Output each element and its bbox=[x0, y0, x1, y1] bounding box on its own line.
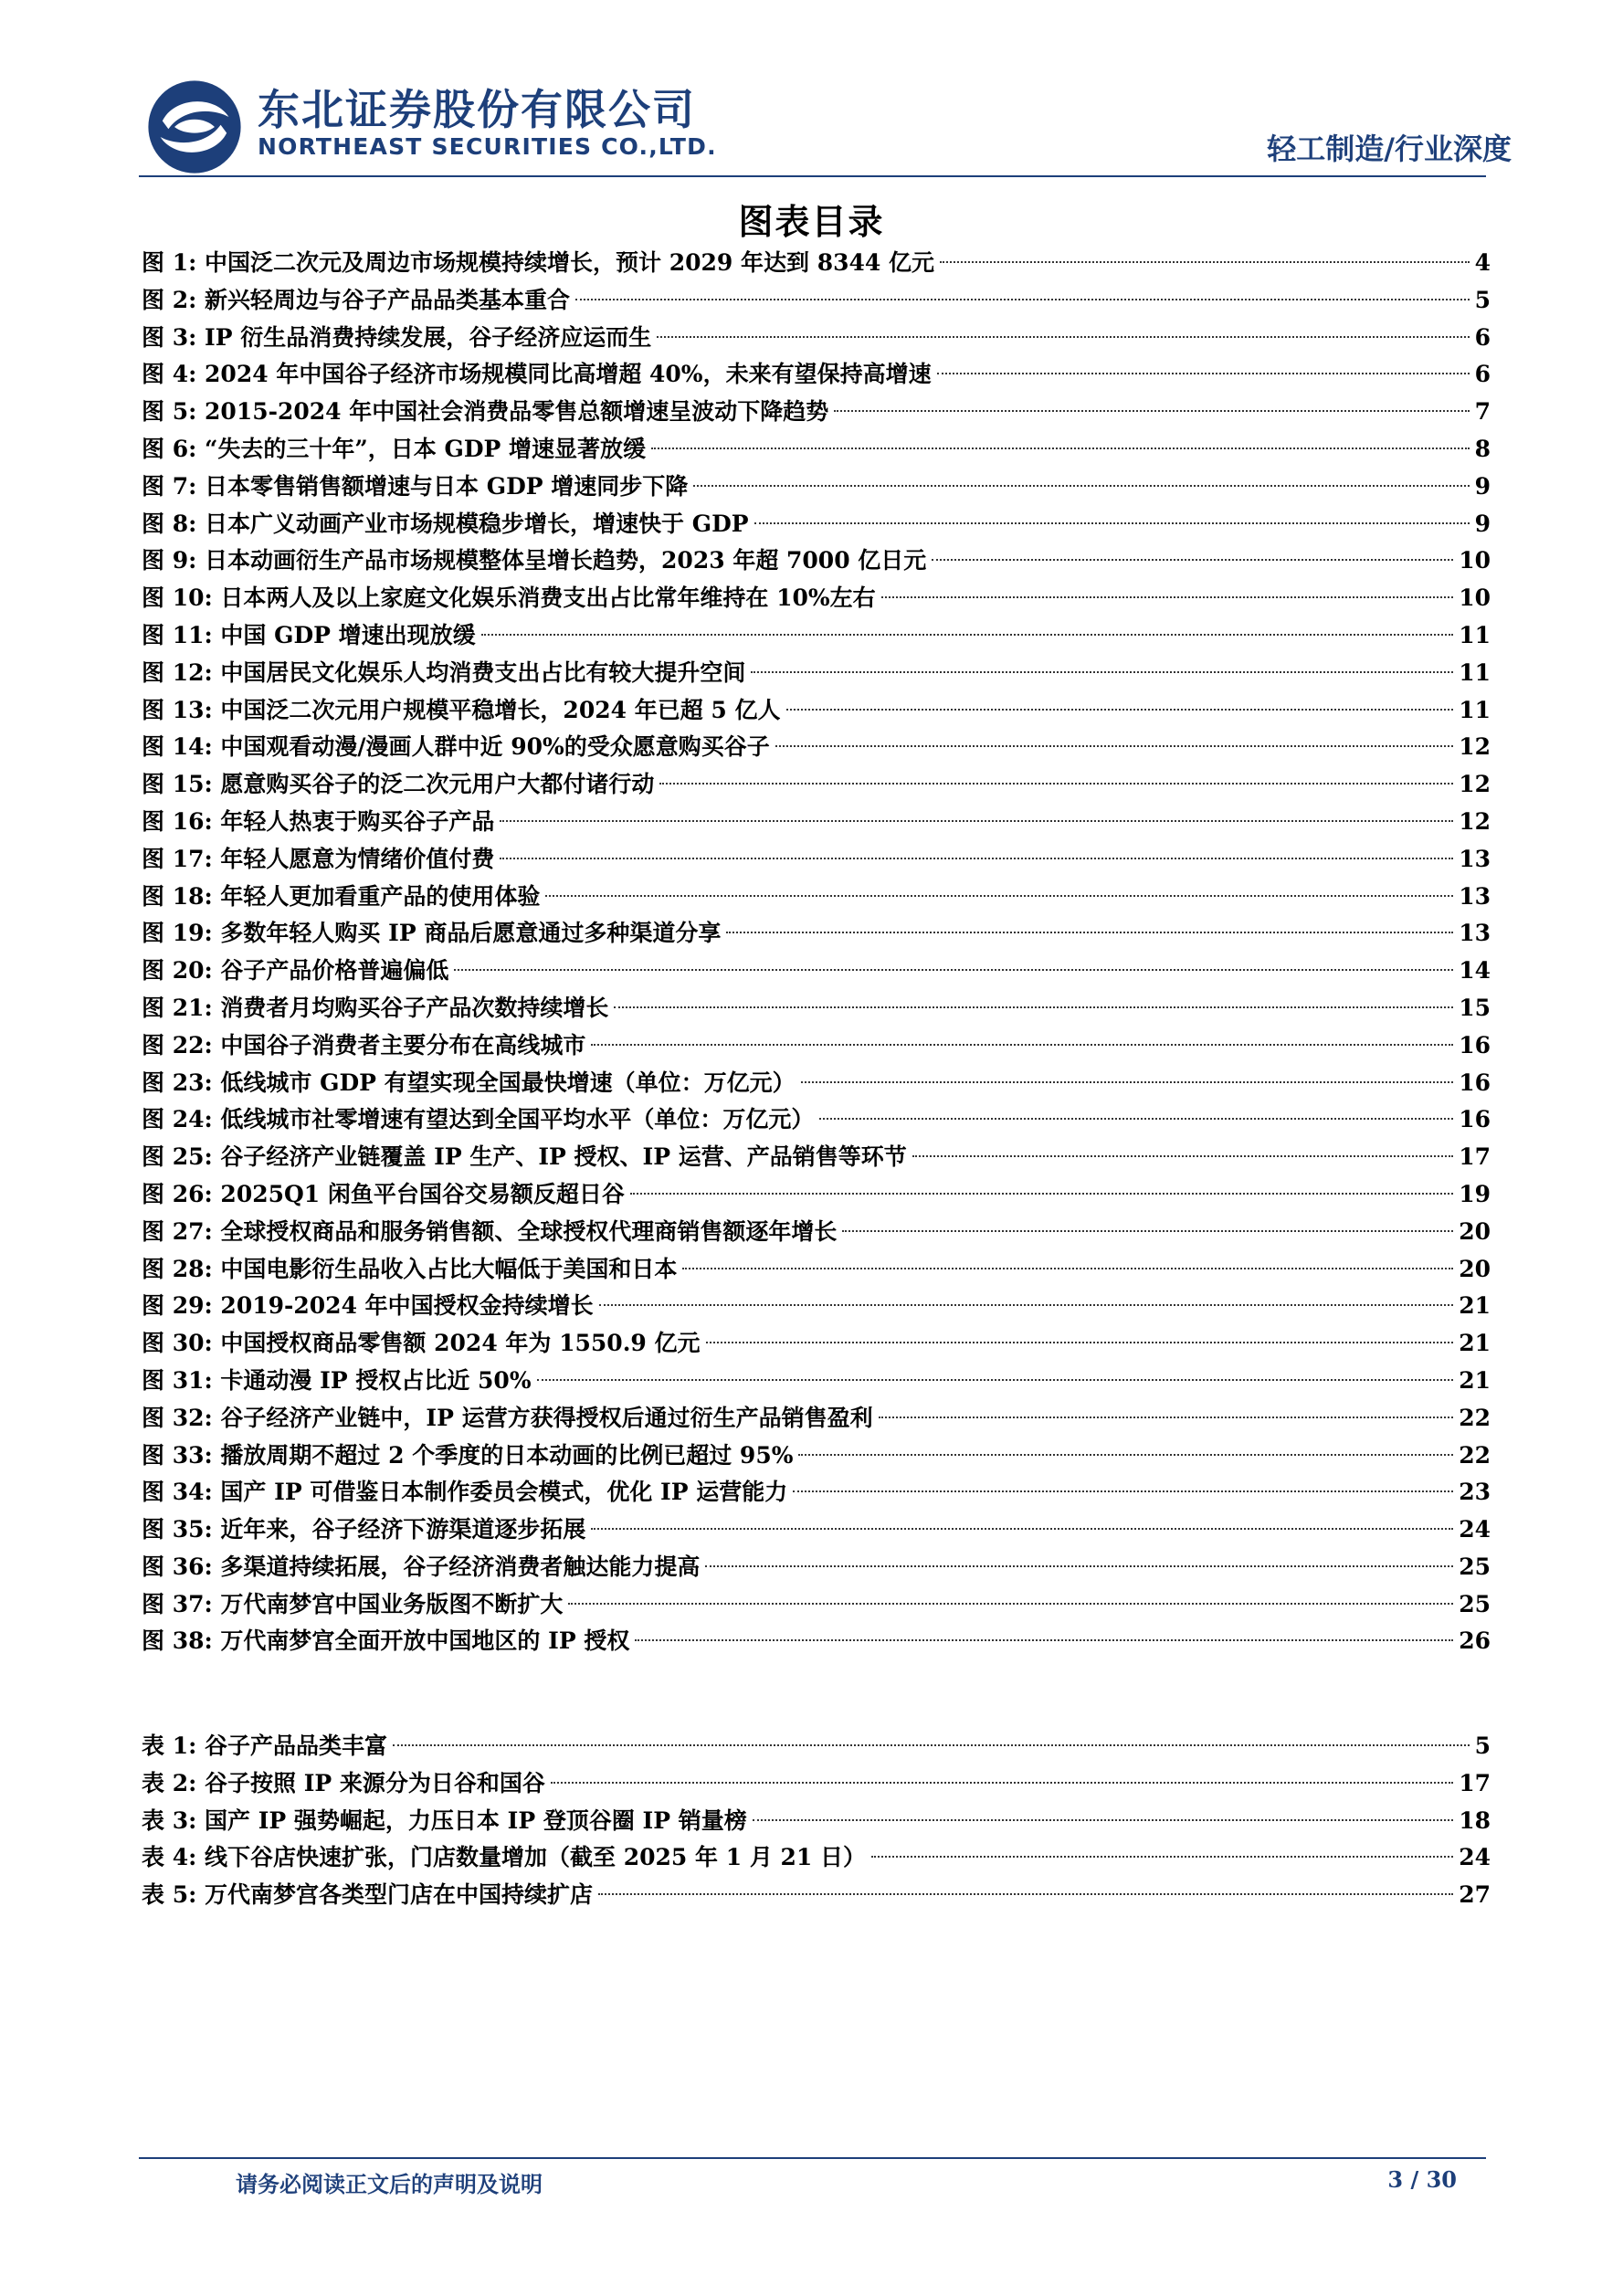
table-list bbox=[142, 1728, 1491, 1914]
toc-table-entry-label: 表 5: 万代南梦宫各类型门店在中国持续扩店 bbox=[142, 1881, 594, 1909]
toc-figure-entry-label: 图 12: 中国居民文化娱乐人均消费支出占比有较大提升空间 bbox=[142, 658, 746, 686]
toc-figure-entry-label: 图 5: 2015-2024 年中国社会消费品零售总额增速呈波动下降趋势 bbox=[142, 398, 829, 426]
toc-figure-entry-page: 13 bbox=[1459, 920, 1491, 947]
dot-leader bbox=[598, 1893, 1453, 1895]
toc-table-entry-label: 表 1: 谷子产品品类丰富 bbox=[142, 1733, 388, 1759]
figure-list bbox=[142, 245, 1491, 1660]
toc-figure-entry-label: 图 30: 中国授权商品零售额 2024 年为 1550.9 亿元 bbox=[142, 1330, 701, 1357]
toc-figure-entry-page: 17 bbox=[1459, 1143, 1491, 1171]
toc-figure-entry[interactable] bbox=[142, 1474, 1491, 1511]
dot-leader bbox=[393, 1744, 1470, 1746]
toc-figure-entry[interactable] bbox=[142, 320, 1491, 357]
toc-figure-entry-label: 图 29: 2019-2024 年中国授权金持续增长 bbox=[142, 1292, 594, 1320]
toc-figure-entry[interactable] bbox=[142, 1623, 1491, 1660]
toc-figure-entry[interactable] bbox=[142, 1139, 1491, 1176]
toc-figure-entry[interactable] bbox=[142, 245, 1491, 282]
toc-figure-entry-page: 12 bbox=[1459, 771, 1491, 798]
toc-figure-entry-page: 11 bbox=[1459, 696, 1491, 723]
toc-figure-entry-page: 6 bbox=[1474, 323, 1491, 351]
toc-figure-entry-label: 图 7: 日本零售销售额增速与日本 GDP 增速同步下降 bbox=[142, 472, 689, 500]
dot-leader bbox=[753, 1819, 1453, 1821]
toc-figure-entry-page: 11 bbox=[1459, 658, 1491, 686]
page-header bbox=[0, 0, 1623, 174]
toc-figure-entry[interactable] bbox=[142, 804, 1491, 841]
northeast-securities-logo-icon bbox=[144, 77, 245, 177]
toc-figure-entry[interactable] bbox=[142, 1511, 1491, 1549]
dot-leader bbox=[545, 895, 1453, 897]
toc-figure-entry-page: 22 bbox=[1459, 1404, 1491, 1431]
toc-figure-entry-page: 10 bbox=[1459, 547, 1491, 574]
toc-figure-entry-label: 图 19: 多数年轻人购买 IP 商品后愿意通过多种渠道分享 bbox=[142, 920, 722, 947]
toc-figure-entry-page: 13 bbox=[1459, 882, 1491, 910]
toc-figure-entry[interactable] bbox=[142, 953, 1491, 990]
footer-page-number: 3 / 30 bbox=[1387, 2166, 1457, 2193]
toc-figure-entry-label: 图 25: 谷子经济产业链覆盖 IP 生产、IP 授权、IP 运营、产品销售等环节 bbox=[142, 1143, 907, 1171]
toc-figure-entry-label: 图 26: 2025Q1 闲鱼平台国谷交易额反超日谷 bbox=[142, 1180, 625, 1207]
toc-figure-entry-label: 图 15: 愿意购买谷子的泛二次元用户大都付诸行动 bbox=[142, 771, 655, 798]
toc-figure-entry-label: 图 33: 播放周期不超过 2 个季度的日本动画的比例已超过 95% bbox=[142, 1441, 794, 1469]
toc-figure-entry[interactable] bbox=[142, 1176, 1491, 1214]
toc-figure-entry-page: 6 bbox=[1474, 361, 1491, 388]
toc-figure-entry-label: 图 36: 多渠道持续拓展，谷子经济消费者触达能力提高 bbox=[142, 1553, 701, 1580]
toc-figure-entry-page: 21 bbox=[1459, 1292, 1491, 1320]
dot-leader bbox=[651, 448, 1470, 449]
toc-figure-entry[interactable] bbox=[142, 1065, 1491, 1102]
dot-leader bbox=[659, 783, 1453, 785]
footer-divider bbox=[139, 2157, 1486, 2159]
toc-figure-entry-label: 图 14: 中国观看动漫/漫画人群中近 90%的受众愿意购买谷子 bbox=[142, 733, 770, 761]
toc-figure-entry[interactable] bbox=[142, 506, 1491, 543]
toc-figure-entry-label: 图 20: 谷子产品价格普遍偏低 bbox=[142, 957, 449, 985]
toc-figure-entry-label: 图 24: 低线城市社零增速有望达到全国平均水平（单位：万亿元） bbox=[142, 1106, 815, 1133]
toc-figure-entry[interactable] bbox=[142, 915, 1491, 953]
toc-figure-entry[interactable] bbox=[142, 879, 1491, 916]
toc-figure-entry[interactable] bbox=[142, 431, 1491, 469]
toc-figure-entry-label: 图 32: 谷子经济产业链中，IP 运营方获得授权后通过衍生产品销售盈利 bbox=[142, 1404, 873, 1431]
dot-leader bbox=[912, 1155, 1453, 1157]
dot-leader bbox=[454, 969, 1453, 971]
toc-figure-entry[interactable] bbox=[142, 1214, 1491, 1251]
toc-figure-entry-label: 图 9: 日本动画衍生产品市场规模整体呈增长趋势，2023 年超 7000 亿日元 bbox=[142, 547, 927, 574]
toc-table-entry-page: 17 bbox=[1459, 1769, 1491, 1796]
toc-figure-entry-label: 图 8: 日本广义动画产业市场规模稳步增长，增速快于 GDP bbox=[142, 510, 749, 537]
toc-figure-entry[interactable] bbox=[142, 1363, 1491, 1400]
toc-figure-entry-page: 12 bbox=[1459, 733, 1491, 761]
toc-figure-entry[interactable] bbox=[142, 1251, 1491, 1289]
toc-figure-entry[interactable] bbox=[142, 356, 1491, 394]
toc-figure-entry-label: 图 27: 全球授权商品和服务销售额、全球授权代理商销售额逐年增长 bbox=[142, 1217, 838, 1245]
page-title: 图表目录 bbox=[738, 201, 885, 242]
toc-figure-entry[interactable] bbox=[142, 766, 1491, 804]
dot-leader bbox=[657, 336, 1469, 338]
toc-figure-entry-label: 图 37: 万代南梦宫中国业务版图不断扩大 bbox=[142, 1590, 564, 1617]
toc-figure-entry-page: 15 bbox=[1459, 994, 1491, 1021]
toc-figure-entry-label: 图 17: 年轻人愿意为情绪价值付费 bbox=[142, 845, 495, 872]
toc-table-entry-label: 表 4: 线下谷店快速扩张，门店数量增加（截至 2025 年 1 月 21 日） bbox=[142, 1844, 867, 1871]
dot-leader bbox=[881, 596, 1454, 598]
company-name-cn: 东北证券股份有限公司 bbox=[258, 85, 696, 134]
toc-figure-entry-page: 21 bbox=[1459, 1366, 1491, 1394]
toc-table-entry-label: 表 2: 谷子按照 IP 来源分为日谷和国谷 bbox=[142, 1769, 545, 1796]
toc-figure-entry-label: 图 1: 中国泛二次元及周边市场规模持续增长，预计 2029 年达到 8344 亿元 bbox=[142, 249, 935, 276]
toc-figure-entry-page: 9 bbox=[1474, 472, 1491, 500]
toc-figure-entry[interactable] bbox=[142, 469, 1491, 506]
dot-leader bbox=[500, 858, 1453, 859]
toc-figure-entry-label: 图 6: “失去的三十年”，日本 GDP 增速显著放缓 bbox=[142, 435, 647, 462]
toc-figure-entry-page: 20 bbox=[1459, 1255, 1491, 1282]
toc-figure-entry-label: 图 35: 近年来，谷子经济下游渠道逐步拓展 bbox=[142, 1516, 586, 1543]
toc-figure-entry-page: 12 bbox=[1459, 807, 1491, 835]
toc-figure-entry-label: 图 4: 2024 年中国谷子经济市场规模同比高增超 40%，未来有望保持高增速 bbox=[142, 361, 932, 388]
toc-figure-entry-label: 图 28: 中国电影衍生品收入占比大幅低于美国和日本 bbox=[142, 1255, 678, 1282]
dot-leader bbox=[599, 1304, 1454, 1306]
dot-leader bbox=[500, 820, 1453, 822]
toc-table-entry-page: 5 bbox=[1474, 1733, 1491, 1759]
toc-figure-entry[interactable] bbox=[142, 617, 1491, 655]
dot-leader bbox=[635, 1639, 1453, 1641]
dot-leader bbox=[754, 522, 1470, 524]
toc-figure-entry[interactable] bbox=[142, 1400, 1491, 1438]
toc-figure-entry-label: 图 10: 日本两人及以上家庭文化娱乐消费支出占比常年维持在 10%左右 bbox=[142, 585, 876, 612]
dot-leader bbox=[693, 485, 1469, 487]
dot-leader bbox=[682, 1268, 1453, 1269]
toc-figure-entry-label: 图 13: 中国泛二次元用户规模平稳增长，2024 年已超 5 亿人 bbox=[142, 696, 781, 723]
toc-table-entry-page: 24 bbox=[1459, 1844, 1491, 1871]
toc-figure-entry[interactable] bbox=[142, 841, 1491, 879]
toc-figure-entry[interactable] bbox=[142, 1101, 1491, 1139]
toc-figure-entry-label: 图 38: 万代南梦宫全面开放中国地区的 IP 授权 bbox=[142, 1627, 630, 1655]
toc-figure-entry[interactable] bbox=[142, 1288, 1491, 1325]
toc-figure-entry[interactable] bbox=[142, 655, 1491, 692]
toc-figure-entry-page: 16 bbox=[1459, 1106, 1491, 1133]
toc-figure-entry[interactable] bbox=[142, 542, 1491, 580]
toc-figure-entry-page: 19 bbox=[1459, 1180, 1491, 1207]
toc-figure-entry-page: 16 bbox=[1459, 1031, 1491, 1058]
dot-leader bbox=[786, 709, 1454, 711]
toc-figure-entry-page: 22 bbox=[1459, 1441, 1491, 1469]
footer-disclaimer: 请务必阅读正文后的声明及说明 bbox=[236, 2171, 543, 2197]
dot-leader bbox=[551, 1782, 1453, 1784]
toc-figure-entry-page: 7 bbox=[1474, 398, 1491, 426]
toc-figure-entry[interactable] bbox=[142, 1549, 1491, 1586]
dot-leader bbox=[706, 1342, 1454, 1343]
dot-leader bbox=[481, 634, 1454, 636]
toc-figure-entry[interactable] bbox=[142, 394, 1491, 431]
toc-figure-entry[interactable] bbox=[142, 1586, 1491, 1624]
toc-figure-entry-page: 16 bbox=[1459, 1069, 1491, 1096]
toc-figure-entry-page: 5 bbox=[1474, 286, 1491, 313]
dot-leader bbox=[575, 299, 1470, 300]
company-name-en: NORTHEAST SECURITIES CO.,LTD. bbox=[258, 133, 717, 160]
dot-leader bbox=[614, 1006, 1453, 1008]
toc-figure-entry[interactable] bbox=[142, 580, 1491, 617]
toc-figure-entry-page: 9 bbox=[1474, 510, 1491, 537]
dot-leader bbox=[591, 1044, 1453, 1046]
dot-leader bbox=[537, 1379, 1454, 1381]
toc-figure-entry-label: 图 18: 年轻人更加看重产品的使用体验 bbox=[142, 882, 541, 910]
toc-table-entry[interactable] bbox=[142, 1839, 1491, 1877]
dot-leader bbox=[793, 1490, 1453, 1492]
toc-figure-entry-label: 图 11: 中国 GDP 增速出现放缓 bbox=[142, 621, 476, 648]
dot-leader bbox=[879, 1417, 1454, 1418]
toc-figure-entry-label: 图 22: 中国谷子消费者主要分布在高线城市 bbox=[142, 1031, 586, 1058]
toc-figure-entry[interactable] bbox=[142, 282, 1491, 320]
toc-figure-entry-label: 图 21: 消费者月均购买谷子产品次数持续增长 bbox=[142, 994, 609, 1021]
toc-figure-entry-label: 图 3: IP 衍生品消费持续发展，谷子经济应运而生 bbox=[142, 323, 652, 351]
dot-leader bbox=[801, 1081, 1454, 1083]
dot-leader bbox=[568, 1603, 1453, 1605]
toc-figure-entry-label: 图 23: 低线城市 GDP 有望实现全国最快增速（单位：万亿元） bbox=[142, 1069, 796, 1096]
dot-leader bbox=[798, 1454, 1453, 1456]
dot-leader bbox=[834, 410, 1469, 412]
toc-table-entry[interactable] bbox=[142, 1728, 1491, 1765]
toc-figure-entry-page: 10 bbox=[1459, 585, 1491, 612]
toc-figure-entry-label: 图 34: 国产 IP 可借鉴日本制作委员会模式，优化 IP 运营能力 bbox=[142, 1479, 788, 1506]
toc-figure-entry-page: 24 bbox=[1459, 1516, 1491, 1543]
toc-figure-entry-label: 图 31: 卡通动漫 IP 授权占比近 50% bbox=[142, 1366, 532, 1394]
report-section-tag: 轻工制造/行业深度 bbox=[1267, 132, 1512, 166]
toc-figure-entry-label: 图 16: 年轻人热衷于购买谷子产品 bbox=[142, 807, 495, 835]
toc-figure-entry-page: 20 bbox=[1459, 1217, 1491, 1245]
toc-figure-entry-page: 25 bbox=[1459, 1553, 1491, 1580]
toc-figure-entry[interactable] bbox=[142, 729, 1491, 766]
toc-table-entry-page: 27 bbox=[1459, 1881, 1491, 1909]
toc-figure-entry[interactable] bbox=[142, 692, 1491, 730]
dot-leader bbox=[940, 261, 1470, 263]
toc-figure-entry-page: 4 bbox=[1474, 249, 1491, 276]
toc-figure-entry-page: 14 bbox=[1459, 957, 1491, 985]
toc-table-entry[interactable] bbox=[142, 1765, 1491, 1803]
dot-leader bbox=[937, 373, 1470, 374]
dot-leader bbox=[726, 932, 1453, 933]
toc-figure-entry[interactable] bbox=[142, 1438, 1491, 1475]
toc-figure-entry-page: 11 bbox=[1459, 621, 1491, 648]
dot-leader bbox=[842, 1230, 1453, 1232]
toc-figure-entry-page: 21 bbox=[1459, 1330, 1491, 1357]
dot-leader bbox=[705, 1565, 1453, 1567]
toc-table-entry-page: 18 bbox=[1459, 1806, 1491, 1834]
toc-figure-entry-page: 25 bbox=[1459, 1590, 1491, 1617]
toc-figure-entry[interactable] bbox=[142, 1027, 1491, 1065]
toc-table-entry-label: 表 3: 国产 IP 强势崛起，力压日本 IP 登顶谷圈 IP 销量榜 bbox=[142, 1806, 747, 1834]
toc-figure-entry[interactable] bbox=[142, 1325, 1491, 1363]
dot-leader bbox=[591, 1528, 1453, 1530]
toc-figure-entry-page: 8 bbox=[1474, 435, 1491, 462]
toc-figure-entry-page: 23 bbox=[1459, 1479, 1491, 1506]
dot-leader bbox=[775, 745, 1453, 747]
toc-table-entry[interactable] bbox=[142, 1803, 1491, 1840]
dot-leader bbox=[871, 1856, 1453, 1858]
dot-leader bbox=[932, 559, 1453, 561]
toc-figure-entry[interactable] bbox=[142, 990, 1491, 1027]
header-divider bbox=[139, 175, 1486, 177]
dot-leader bbox=[751, 671, 1453, 673]
dot-leader bbox=[819, 1118, 1453, 1120]
toc-figure-entry-page: 26 bbox=[1459, 1627, 1491, 1655]
toc-figure-entry-label: 图 2: 新兴轻周边与谷子产品品类基本重合 bbox=[142, 286, 571, 313]
toc-figure-entry-page: 13 bbox=[1459, 845, 1491, 872]
dot-leader bbox=[630, 1193, 1453, 1195]
toc-table-entry[interactable] bbox=[142, 1877, 1491, 1914]
